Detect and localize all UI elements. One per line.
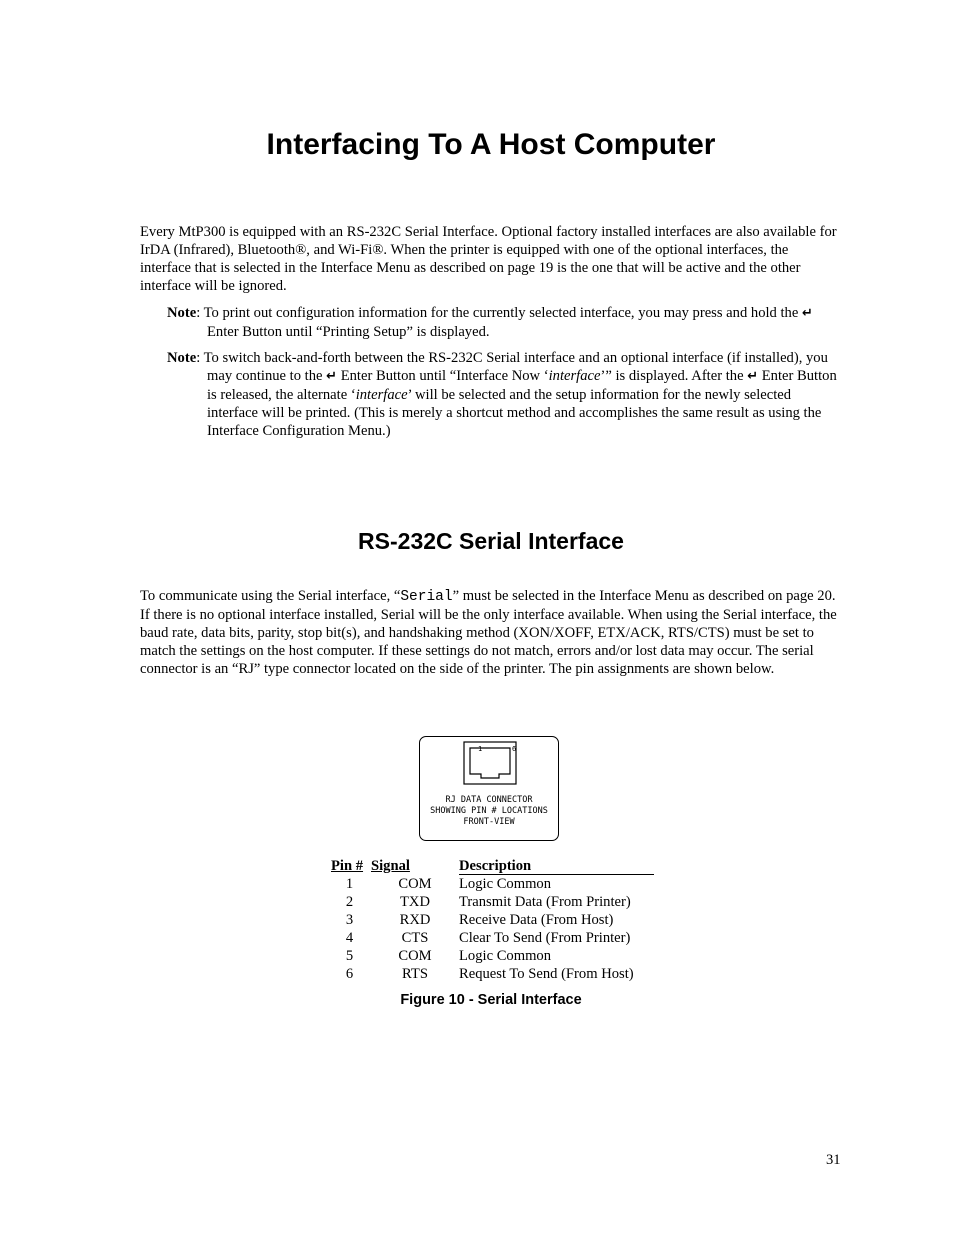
- table-row: [328, 947, 654, 965]
- enter-icon: ↵: [326, 369, 338, 384]
- signal-cell: TXD: [400, 894, 430, 910]
- description-cell: Logic Common: [459, 876, 552, 892]
- description-cell: Transmit Data (From Printer): [459, 894, 631, 910]
- header-signal: Signal: [371, 858, 410, 875]
- pin-cell: 2: [345, 894, 354, 910]
- header-description-text: Description: [459, 858, 532, 874]
- italic-interface: interface: [548, 368, 601, 384]
- description-cell: Logic Common: [459, 948, 552, 964]
- table-row: [328, 893, 654, 911]
- enter-icon: ↵: [747, 369, 759, 384]
- table-row: [328, 929, 654, 947]
- pin-assignment-table: [328, 858, 654, 983]
- connector-caption: [420, 795, 558, 828]
- signal-cell: RTS: [402, 966, 428, 982]
- pin-cell: 5: [345, 948, 354, 964]
- pin-6-label: 6: [512, 745, 517, 753]
- caption-line: SHOWING PIN # LOCATIONS: [430, 806, 548, 816]
- enter-icon: ↵: [801, 306, 813, 321]
- table-row: [328, 965, 654, 983]
- signal-cell: CTS: [401, 930, 429, 946]
- serial-text: ” must be selected in the Interface Menu as described on page 20. If there is no optional interface installed, Serial will be the only interface available. When using the Serial interface, the baud rate, data bits, parity, stop bit(s), and handshaking method (XON/XOFF, ETX/ACK, RTS/CTS) must be set to match the settings on the host computer. If these settings do not match, errors and/or lost data may occur. The serial connector is an “RJ” type connector located on the side of the printer. The pin assignments are shown below.: [140, 588, 837, 677]
- pin-cell: 4: [345, 930, 354, 946]
- note-text: : To switch back-and-forth between the RS-232C Serial interface and an optional interface (if installed), you may continue to the: [196, 350, 828, 384]
- serial-keyword: Serial: [400, 589, 453, 605]
- figure-caption: Figure 10 - Serial Interface: [400, 992, 582, 1008]
- note-text: Enter Button until “Printing Setup” is displayed.: [207, 324, 490, 340]
- signal-cell: RXD: [399, 912, 431, 928]
- caption-line: RJ DATA CONNECTOR: [445, 795, 533, 805]
- note-text: : To print out configuration information for the currently selected interface, you may press and hold the: [196, 305, 802, 321]
- header-pin: Pin #: [331, 858, 364, 875]
- pin-cell: 6: [345, 966, 354, 982]
- header-description: [459, 858, 654, 875]
- serial-text: To communicate using the Serial interface, “: [140, 588, 401, 604]
- pin-cell: 3: [345, 912, 354, 928]
- signal-cell: COM: [398, 948, 432, 964]
- note-label: Note: [167, 305, 197, 321]
- page-number: 31: [826, 1152, 841, 1168]
- note-text: Enter Button is released, the alternate ‘: [207, 368, 837, 403]
- section-title: RS-232C Serial Interface: [358, 528, 624, 554]
- caption-line: FRONT-VIEW: [463, 817, 515, 827]
- table-row: [328, 911, 654, 929]
- note-switch-interface: [167, 349, 837, 440]
- table-row: [328, 875, 654, 894]
- italic-interface: interface: [355, 387, 408, 403]
- page-title: Interfacing To A Host Computer: [266, 128, 716, 161]
- note-text: ’ will be selected and the setup information for the newly selected interface will be printed. (This is merely a shortcut method and accomplishes the same result as using the Interface Configuration Menu.): [207, 387, 822, 439]
- description-cell: Receive Data (From Host): [459, 912, 614, 928]
- description-cell: Request To Send (From Host): [459, 966, 634, 982]
- pin-1-label: 1: [478, 745, 483, 753]
- table-header-row: [328, 858, 654, 875]
- serial-paragraph: [140, 587, 840, 678]
- description-cell: Clear To Send (From Printer): [459, 930, 631, 946]
- signal-cell: COM: [398, 875, 432, 892]
- note-text: ’” is displayed. After the: [600, 368, 748, 384]
- intro-paragraph: Every MtP300 is equipped with an RS-232C Serial Interface. Optional factory installed interfaces are also available for IrDA (Infrared), Bluetooth®, and Wi-Fi®. When the printer is equipped with one of the optional interfaces, the interface that is selected in the Interface Menu as described on page 19 is the one that will be active and the other interface will be ignored.: [140, 224, 837, 294]
- note-label: Note: [167, 350, 197, 366]
- note-print-config: [167, 304, 837, 341]
- pin-cell: 1: [345, 875, 354, 892]
- rj-connector-figure: [419, 736, 559, 841]
- note-text: Enter Button until “Interface Now ‘: [337, 368, 549, 384]
